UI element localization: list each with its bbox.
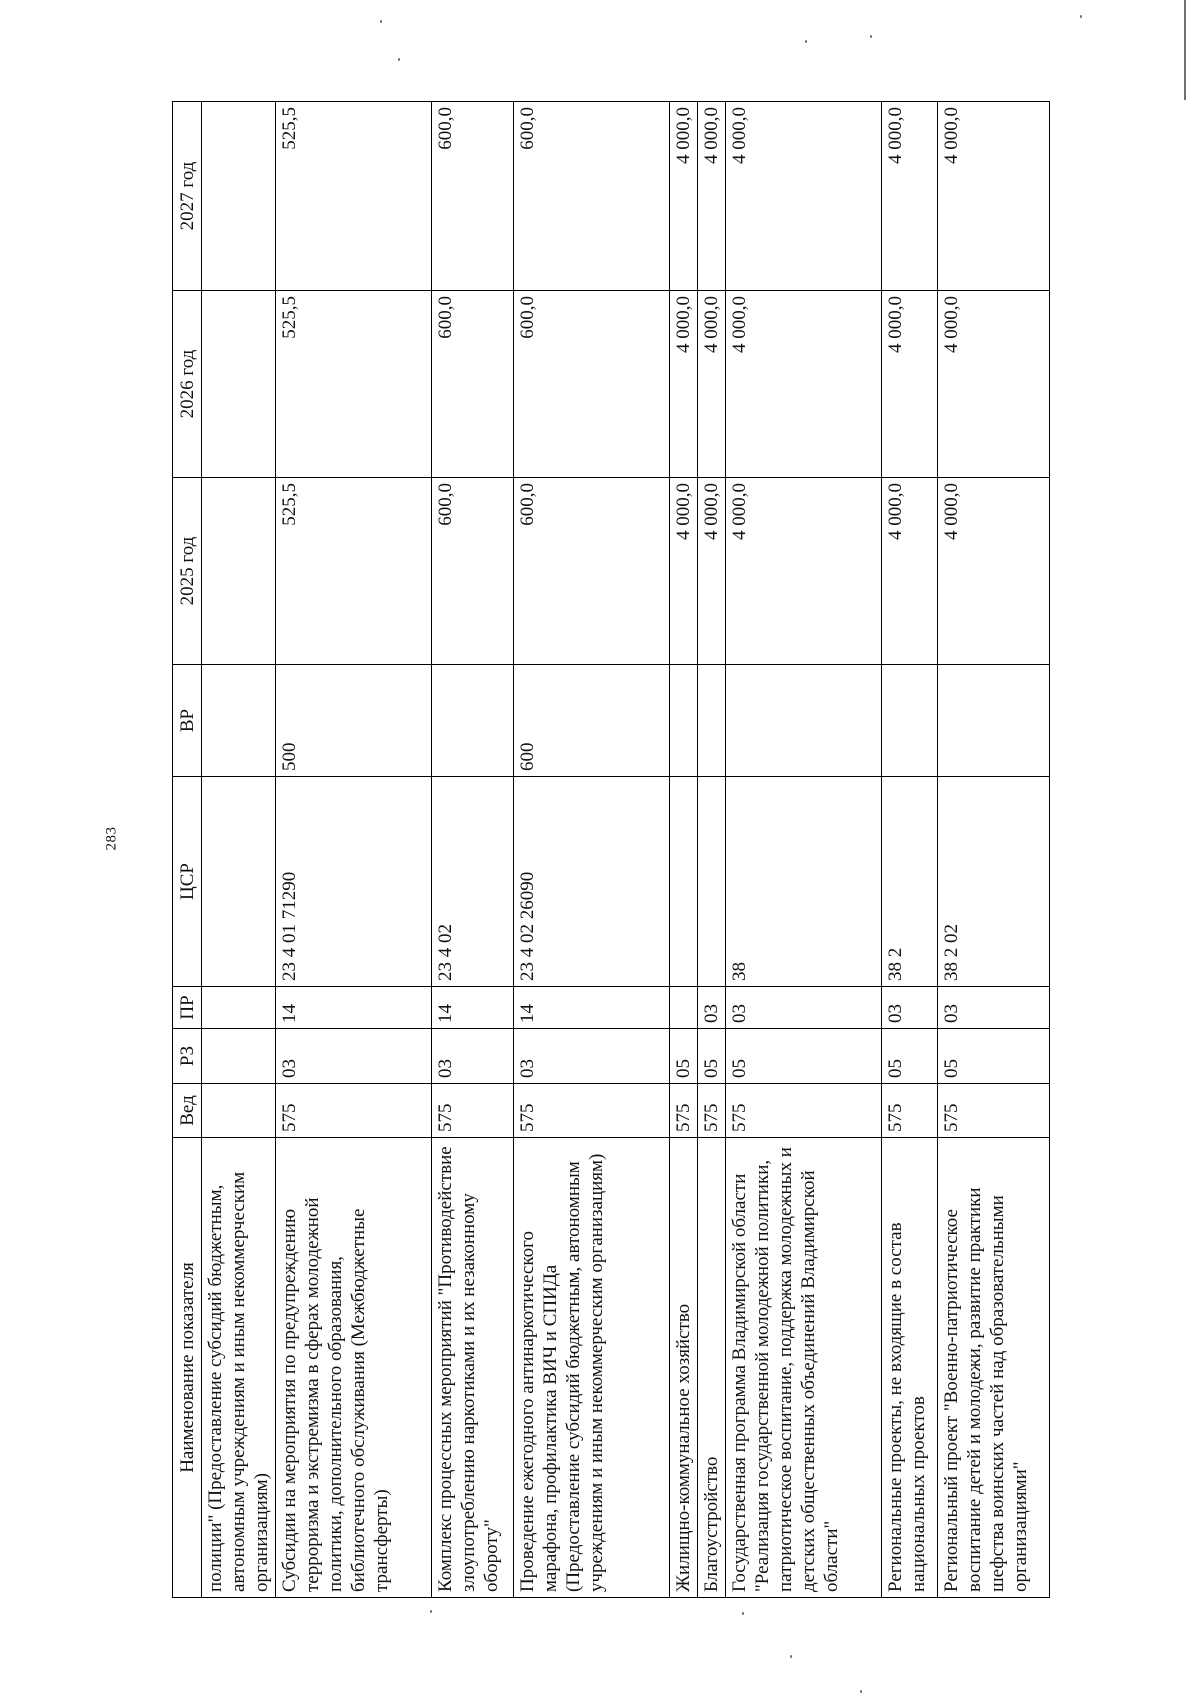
cell-vr (432, 665, 514, 777)
cell-csr (202, 777, 276, 987)
cell-name: Благоустройство (698, 1138, 726, 1598)
cell-2025: 4 000,0 (698, 478, 726, 665)
cell-rz: 05 (938, 1029, 1050, 1084)
cell-rz: 05 (726, 1029, 882, 1084)
cell-2026: 4 000,0 (938, 291, 1050, 478)
cell-pr (202, 987, 276, 1029)
table-row (882, 102, 938, 1598)
cell-pr: 03 (698, 987, 726, 1029)
cell-name: Субсидии на мероприятия по предупреждению терроризма и экстремизма в сферах молодежной политики, дополнительного образования, библиотечного обслуживания (Межбюджетные трансферты) (276, 1138, 432, 1598)
cell-vr (938, 665, 1050, 777)
cell-vr (726, 665, 882, 777)
cell-name: полиции" (Предоставление субсидий бюджетным, автономным учреждениям и иным некоммерческим организациям) (202, 1138, 276, 1598)
cell-rz: 03 (432, 1029, 514, 1084)
cell-2026: 4 000,0 (726, 291, 882, 478)
cell-vr (698, 665, 726, 777)
cell-ved (202, 1084, 276, 1138)
cell-2027: 4 000,0 (698, 102, 726, 291)
cell-2027: 4 000,0 (670, 102, 698, 291)
scan-dust (805, 40, 807, 43)
header-2025: 2025 год (173, 478, 202, 665)
table-row (276, 102, 432, 1598)
cell-ved: 575 (882, 1084, 938, 1138)
cell-2025: 525,5 (276, 478, 432, 665)
cell-csr: 38 2 02 (938, 777, 1050, 987)
cell-pr: 03 (882, 987, 938, 1029)
cell-2027: 600,0 (432, 102, 514, 291)
cell-ved: 575 (698, 1084, 726, 1138)
cell-csr: 23 4 02 (432, 777, 514, 987)
cell-2026: 4 000,0 (698, 291, 726, 478)
cell-2026: 525,5 (276, 291, 432, 478)
scan-dust (398, 58, 400, 61)
header-2027: 2027 год (173, 102, 202, 291)
header-pr: ПР (173, 987, 202, 1029)
header-csr: ЦСР (173, 777, 202, 987)
cell-vr (882, 665, 938, 777)
cell-csr: 38 (726, 777, 882, 987)
header-2026: 2026 год (173, 291, 202, 478)
cell-2025: 4 000,0 (670, 478, 698, 665)
header-ved: Вед (173, 1084, 202, 1138)
scan-dust (1080, 15, 1082, 18)
table-row (514, 102, 670, 1598)
rotated-table-wrapper (172, 102, 1048, 1598)
cell-2027: 600,0 (514, 102, 670, 291)
cell-2027: 4 000,0 (882, 102, 938, 291)
cell-ved: 575 (938, 1084, 1050, 1138)
scan-dust (860, 1690, 862, 1693)
cell-vr: 500 (276, 665, 432, 777)
cell-vr (202, 665, 276, 777)
cell-vr: 600 (514, 665, 670, 777)
table-row (432, 102, 514, 1598)
cell-name: Комплекс процессных мероприятий "Противодействие злоупотреблению наркотиками и их незаконному обороту" (432, 1138, 514, 1598)
header-vr: ВР (173, 665, 202, 777)
page-number: 283 (103, 826, 120, 851)
cell-2027 (202, 102, 276, 291)
cell-csr (670, 777, 698, 987)
cell-vr (670, 665, 698, 777)
table-row (698, 102, 726, 1598)
cell-ved: 575 (670, 1084, 698, 1138)
cell-ved: 575 (726, 1084, 882, 1138)
cell-csr: 23 4 02 26090 (514, 777, 670, 987)
cell-pr: 03 (726, 987, 882, 1029)
table-row (202, 102, 276, 1598)
cell-ved: 575 (432, 1084, 514, 1138)
cell-pr: 14 (514, 987, 670, 1029)
scan-dust (870, 35, 872, 38)
scan-dust (790, 1655, 792, 1658)
cell-name: Государственная программа Владимирской области "Реализация государственной молодежной политики, патриотическое воспитание, поддержка молодежных и детских общественных объединений Владимирской области" (726, 1138, 882, 1598)
table-row (938, 102, 1050, 1598)
cell-pr (670, 987, 698, 1029)
cell-2026 (202, 291, 276, 478)
cell-2025: 4 000,0 (938, 478, 1050, 665)
table-header-row (173, 102, 202, 1598)
cell-pr: 03 (938, 987, 1050, 1029)
cell-csr (698, 777, 726, 987)
cell-2026: 4 000,0 (670, 291, 698, 478)
cell-2026: 600,0 (514, 291, 670, 478)
cell-rz: 05 (882, 1029, 938, 1084)
table-row (670, 102, 698, 1598)
cell-2026: 4 000,0 (882, 291, 938, 478)
table-row (726, 102, 882, 1598)
scan-dust (742, 1612, 744, 1615)
cell-csr: 23 4 01 71290 (276, 777, 432, 987)
scan-edge-mark (1184, 0, 1200, 100)
cell-name: Региональные проекты, не входящие в состав национальных проектов (882, 1138, 938, 1598)
cell-2027: 525,5 (276, 102, 432, 291)
scan-dust (380, 20, 382, 23)
cell-name: Жилищно-коммунальное хозяйство (670, 1138, 698, 1598)
cell-2026: 600,0 (432, 291, 514, 478)
cell-rz: 05 (698, 1029, 726, 1084)
budget-table (172, 101, 1050, 1598)
cell-2027: 4 000,0 (938, 102, 1050, 291)
cell-2025: 4 000,0 (726, 478, 882, 665)
cell-ved: 575 (514, 1084, 670, 1138)
cell-name: Региональный проект "Военно-патриотическое воспитание детей и молодежи, развитие практики шефства воинских частей над образовательными организациями" (938, 1138, 1050, 1598)
cell-2025: 4 000,0 (882, 478, 938, 665)
cell-pr: 14 (276, 987, 432, 1029)
cell-pr: 14 (432, 987, 514, 1029)
cell-rz: 03 (514, 1029, 670, 1084)
cell-rz (202, 1029, 276, 1084)
cell-2025 (202, 478, 276, 665)
cell-ved: 575 (276, 1084, 432, 1138)
cell-name: Проведение ежегодного антинаркотического марафона, профилактика ВИЧ и СПИДа (Предоставление субсидий бюджетным, автономным учреждениям и иным некоммерческим организациям) (514, 1138, 670, 1598)
header-name: Наименование показателя (173, 1138, 202, 1598)
header-rz: РЗ (173, 1029, 202, 1084)
cell-2025: 600,0 (432, 478, 514, 665)
cell-csr: 38 2 (882, 777, 938, 987)
cell-2025: 600,0 (514, 478, 670, 665)
cell-rz: 05 (670, 1029, 698, 1084)
cell-2027: 4 000,0 (726, 102, 882, 291)
scan-dust (430, 1610, 432, 1613)
cell-rz: 03 (276, 1029, 432, 1084)
